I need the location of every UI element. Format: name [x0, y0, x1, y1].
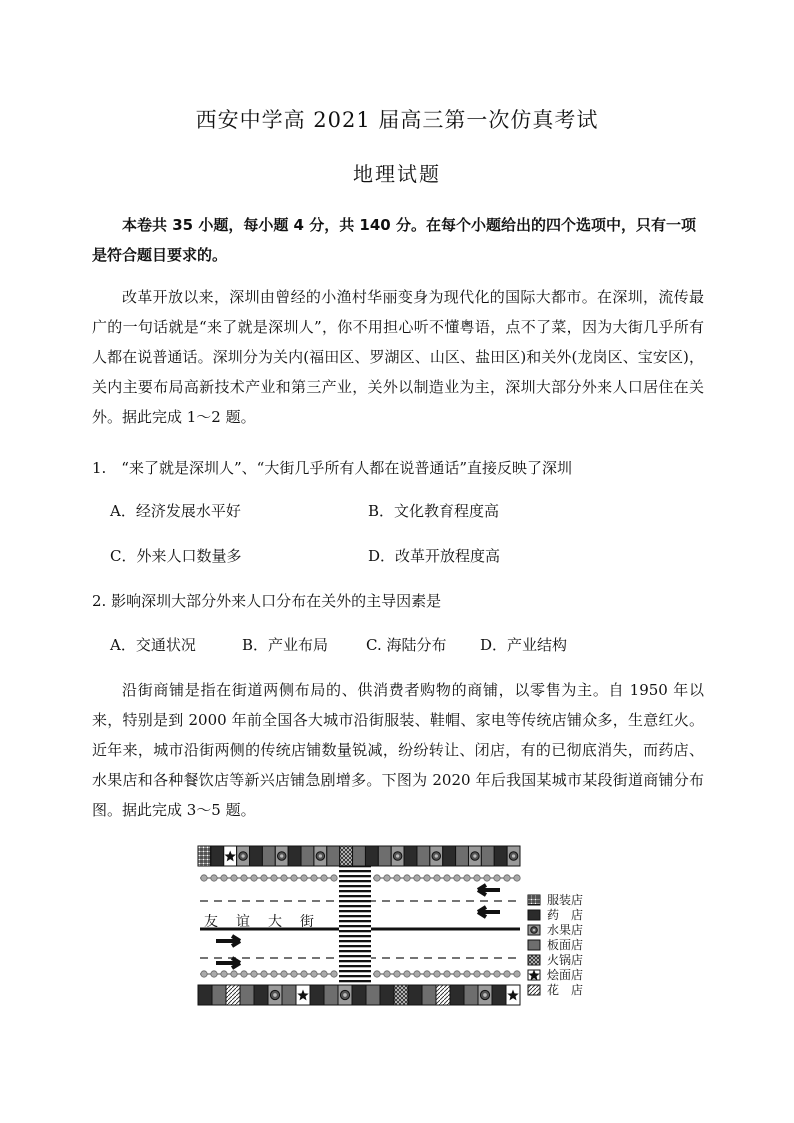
tree-icon — [291, 971, 297, 977]
tree-icon — [394, 971, 400, 977]
tree-icon — [464, 971, 470, 977]
shop-pharmacy — [492, 985, 506, 1005]
shop-fruit — [268, 985, 282, 1005]
shop-noodle — [324, 985, 338, 1005]
tree-icon — [414, 971, 420, 977]
tree-icon — [514, 971, 520, 977]
shop-fruit — [478, 985, 492, 1005]
shop-fruit — [338, 985, 352, 1005]
left-arrow-icon — [478, 907, 500, 917]
tree-icon — [434, 971, 440, 977]
shop-fruit — [391, 846, 404, 866]
left-arrow-icon — [478, 885, 500, 895]
shop-pharmacy — [443, 846, 456, 866]
q1-option-c[interactable]: C．外来人口数量多 — [110, 547, 242, 565]
tree-icon — [261, 971, 267, 977]
tree-icon — [384, 875, 390, 881]
tree-icon — [454, 971, 460, 977]
shop-noodle — [282, 985, 296, 1005]
shop-fruit — [237, 846, 250, 866]
shop-noodle — [464, 985, 478, 1005]
top-shop-row — [198, 846, 520, 866]
tree-icon — [201, 875, 207, 881]
shop-braise — [506, 985, 520, 1005]
shop-noodle — [422, 985, 436, 1005]
legend-label: 水果店 — [547, 923, 584, 937]
fruit-icon-core — [483, 993, 487, 997]
shop-fruit — [275, 846, 288, 866]
tree-icon — [321, 971, 327, 977]
shop-hotpot — [394, 985, 408, 1005]
tree-icon — [331, 875, 337, 881]
tree-icon — [271, 971, 277, 977]
tree-icon — [291, 875, 297, 881]
shop-pharmacy — [250, 846, 263, 866]
tree-icon — [231, 971, 237, 977]
shop-noodle — [456, 846, 469, 866]
tree-icon — [404, 971, 410, 977]
legend-item-noodle — [527, 938, 583, 953]
tree-icon — [374, 971, 380, 977]
street-name — [204, 913, 314, 930]
tree-icon — [231, 875, 237, 881]
street-name-char: 友 — [204, 914, 218, 930]
tree-icon — [211, 875, 217, 881]
tree-icon — [504, 875, 510, 881]
tree-icon — [484, 971, 490, 977]
fruit-icon-core — [343, 993, 347, 997]
shop-fruit — [430, 846, 443, 866]
shop-noodle — [212, 985, 226, 1005]
q2-option-c[interactable]: C. 海陆分布 — [366, 636, 447, 654]
tree-icon — [281, 971, 287, 977]
legend-label: 烩面店 — [547, 968, 584, 982]
tree-icon — [484, 875, 490, 881]
tree-icon — [374, 875, 380, 881]
tree-icon — [331, 971, 337, 977]
fruit-icon-core — [473, 854, 476, 857]
tree-icon — [434, 875, 440, 881]
shop-fruit — [507, 846, 520, 866]
shop-noodle — [262, 846, 275, 866]
fruit-icon-core — [273, 993, 277, 997]
legend-item-fruit — [527, 923, 583, 938]
legend-item-flower — [527, 983, 583, 998]
shop-braise — [224, 846, 237, 866]
shop-fruit — [314, 846, 327, 866]
tree-icon — [494, 875, 500, 881]
legend-label: 服装店 — [547, 893, 584, 907]
tree-icon — [424, 971, 430, 977]
legend-item-hotpot — [527, 953, 583, 968]
legend-label: 药 店 — [547, 908, 584, 922]
tree-icon — [311, 971, 317, 977]
shop-pharmacy — [211, 846, 224, 866]
tree-icon — [474, 971, 480, 977]
tree-icon — [494, 971, 500, 977]
tree-icon — [321, 875, 327, 881]
shop-pharmacy — [450, 985, 464, 1005]
shop-pharmacy — [198, 985, 212, 1005]
shop-pharmacy — [408, 985, 422, 1005]
shop-braise — [296, 985, 310, 1005]
tree-icon — [251, 971, 257, 977]
right-arrow-icon — [216, 936, 240, 946]
tree-icon — [454, 875, 460, 881]
shop-noodle — [240, 985, 254, 1005]
shop-flower — [226, 985, 240, 1005]
shop-noodle — [417, 846, 430, 866]
q1-option-a[interactable]: A．经济发展水平好 — [110, 502, 241, 520]
q1-option-b[interactable]: B．文化教育程度高 — [368, 502, 500, 520]
tree-icon — [384, 971, 390, 977]
q2-option-a[interactable]: A．交通状况 — [110, 636, 196, 654]
question-1-stem: 1. “来了就是深圳人”、“大街几乎所有人都在说普通话”直接反映了深圳 — [92, 459, 572, 477]
street-name-char: 谊 — [236, 914, 250, 930]
shop-noodle — [481, 846, 494, 866]
legend-label: 板面店 — [547, 938, 584, 952]
fruit-icon-core — [512, 854, 515, 857]
shop-fruit — [468, 846, 481, 866]
tree-icon — [301, 875, 307, 881]
tree-icon — [241, 875, 247, 881]
shop-flower — [436, 985, 450, 1005]
tree-icon — [241, 971, 247, 977]
shop-pharmacy — [254, 985, 268, 1005]
shop-pharmacy — [310, 985, 324, 1005]
tree-icon — [251, 875, 257, 881]
q2-option-b[interactable]: B．产业布局 — [242, 636, 329, 654]
passage-1: 改革开放以来，深圳由曾经的小渔村华丽变身为现代化的国际大都市。在深圳，流传最广的一句话就是“来了就是深圳人”，你不用担心听不懂粤语，点不了菜，因为大街几乎所有人都在说普通话。深圳分为关内(福田区、罗湖区、山区、盐田区)和关外(龙岗区、宝安区)，关内主要布局高新技术产业和第三产业，关外以制造业为主，深圳大部分外来人口居住在关外。据此完成 1～2 题。 — [92, 288, 704, 426]
shop-noodle — [378, 846, 391, 866]
tree-icon — [301, 971, 307, 977]
shop-clothing — [198, 846, 211, 866]
shop-noodle — [366, 985, 380, 1005]
street-name-char: 大 — [268, 914, 282, 930]
fruit-icon-core — [396, 854, 399, 857]
shop-pharmacy — [365, 846, 378, 866]
instructions: 本卷共 35 小题，每小题 4 分，共 140 分。在每个小题给出的四个选项中，只有一项是符合题目要求的。 — [92, 216, 696, 264]
tree-icon — [211, 971, 217, 977]
tree-icon — [221, 875, 227, 881]
shop-pharmacy — [494, 846, 507, 866]
tree-icon — [414, 875, 420, 881]
question-2-stem: 2. 影响深圳大部分外来人口分布在关外的主导因素是 — [92, 592, 442, 610]
zebra-crossing — [339, 866, 371, 986]
legend-item-braise — [527, 968, 583, 983]
bottom-shop-row — [198, 985, 520, 1005]
tree-icon — [394, 875, 400, 881]
tree-icon — [514, 875, 520, 881]
shop-pharmacy — [380, 985, 394, 1005]
legend-item-clothing — [527, 893, 583, 908]
shop-pharmacy — [352, 985, 366, 1005]
tree-icon — [271, 875, 277, 881]
passage-2: 沿街商铺是指在街道两侧布局的、供消费者购物的商铺，以零售为主。自 1950 年以来，特别是到 2000 年前全国各大城市沿街服装、鞋帽、家电等传统店铺众多，生意红火。近年来，城市沿街两侧的传统店铺数量锐减，纷纷转让、闭店，有的已彻底消失，而药店、水果店和各种餐饮店等新兴店铺急剧增多。下图为 2020 年后我国某城市某段街道商铺分布图。据此完成 3～5 题。 — [92, 681, 704, 819]
legend-label: 火锅店 — [547, 953, 584, 967]
legend-label: 花 店 — [547, 983, 584, 997]
tree-icon — [424, 875, 430, 881]
exam-subtitle: 地理试题 — [353, 162, 441, 186]
tree-icon — [444, 971, 450, 977]
legend-item-pharmacy — [527, 908, 583, 923]
fruit-icon-core — [435, 854, 438, 857]
fruit-icon-core — [241, 854, 244, 857]
q2-option-d[interactable]: D．产业结构 — [480, 636, 568, 654]
tree-icon — [221, 971, 227, 977]
tree-icon — [311, 875, 317, 881]
shop-noodle — [327, 846, 340, 866]
tree-icon — [474, 875, 480, 881]
street-name-char: 街 — [300, 914, 314, 930]
tree-icon — [444, 875, 450, 881]
fruit-icon-core — [319, 854, 322, 857]
tree-icon — [281, 875, 287, 881]
tree-icon — [201, 971, 207, 977]
tree-icon — [261, 875, 267, 881]
shop-hotpot — [340, 846, 353, 866]
right-arrow-icon — [216, 958, 240, 968]
shop-noodle — [353, 846, 366, 866]
tree-icon — [464, 875, 470, 881]
tree-icon — [504, 971, 510, 977]
shop-pharmacy — [404, 846, 417, 866]
q1-option-d[interactable]: D．改革开放程度高 — [368, 547, 501, 565]
fruit-icon-core — [280, 854, 283, 857]
shop-pharmacy — [288, 846, 301, 866]
tree-icon — [404, 875, 410, 881]
shop-noodle — [301, 846, 314, 866]
exam-title: 西安中学高 2021 届高三第一次仿真考试 — [195, 108, 599, 132]
